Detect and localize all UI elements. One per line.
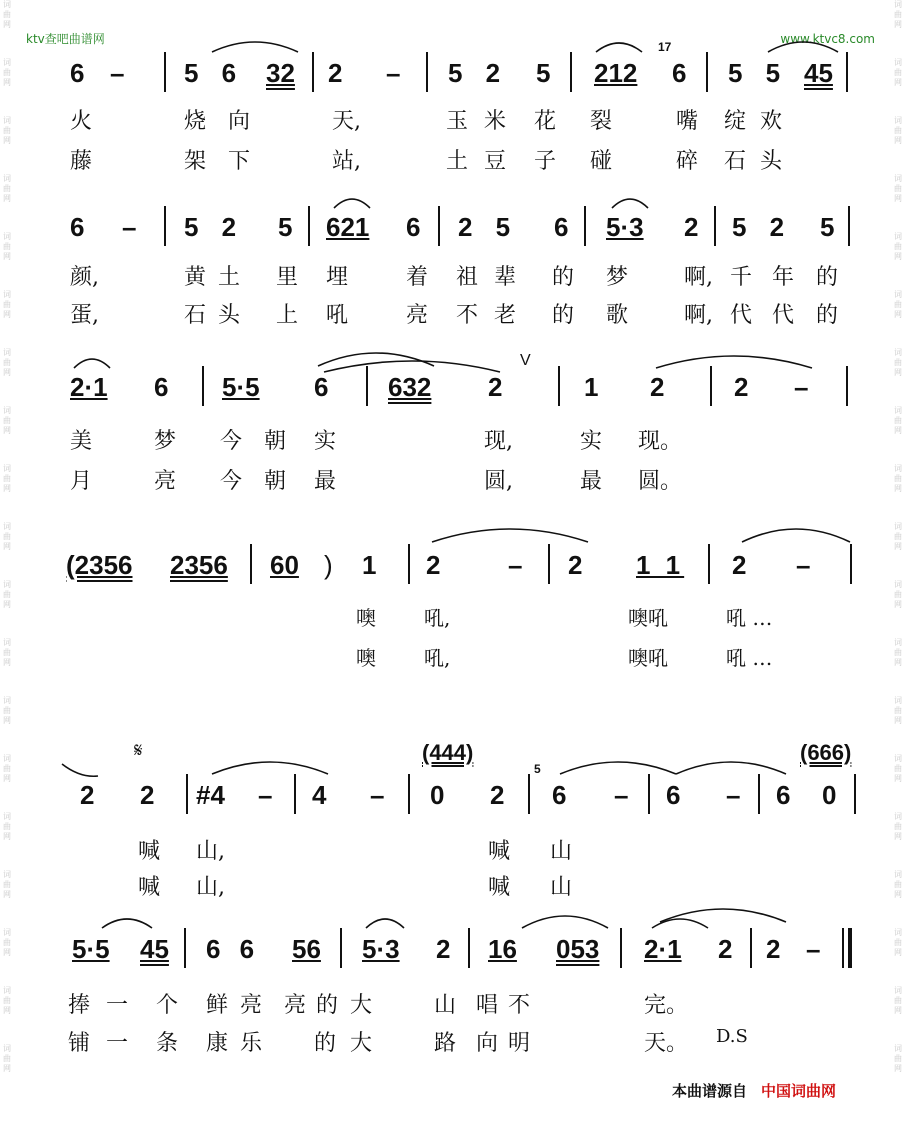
side-watermark-text: 词 曲 网 <box>3 580 11 609</box>
lyric: 现, <box>484 429 513 454</box>
note: #4 <box>196 780 225 810</box>
lyric: 山 <box>550 875 573 900</box>
lyric: 年 <box>772 265 795 290</box>
lyric: 吼, <box>424 606 451 630</box>
lyric: 山, <box>196 839 225 864</box>
side-watermark-text: 词 曲 网 <box>3 232 11 261</box>
side-watermark-text: 词 曲 网 <box>894 638 902 667</box>
side-watermark-text: 词 曲 网 <box>894 870 902 899</box>
lyric: 藤 <box>70 149 93 174</box>
lyric: 天, <box>332 109 361 134</box>
lyric: 山 <box>434 993 457 1018</box>
note: 2 <box>328 58 343 88</box>
barline <box>468 928 470 968</box>
lyric: 个 <box>156 993 179 1018</box>
lyric: 噢 <box>356 646 376 670</box>
barline <box>708 544 710 584</box>
barline <box>184 928 186 968</box>
lyric: 朝 <box>264 429 287 454</box>
lyric: 月 <box>70 469 93 494</box>
note: 6 6 <box>206 934 261 964</box>
slur <box>594 36 644 56</box>
lyrics-line-6-verse-1 <box>60 984 850 1020</box>
lyric: 捧 <box>68 993 91 1018</box>
side-watermark-text: 词 曲 网 <box>894 348 902 377</box>
lyrics-line-2-verse-2 <box>60 294 850 330</box>
barline <box>308 206 310 246</box>
side-watermark-text: 词 曲 网 <box>894 754 902 783</box>
note: 5·5 <box>72 934 110 964</box>
right-watermark-column <box>891 0 905 1129</box>
lyric: 唱 <box>476 993 499 1018</box>
note: 60 <box>270 550 299 580</box>
note: 2 <box>734 372 749 402</box>
lyric: 千 <box>730 265 753 290</box>
note: 1 <box>584 372 599 402</box>
final-barline <box>842 928 844 968</box>
lyrics-line-6-verse-2 <box>60 1022 850 1058</box>
side-watermark-text: 词 曲 网 <box>894 464 902 493</box>
lyric: 不 <box>508 993 531 1018</box>
barline <box>714 206 716 246</box>
lyrics-line-4-verse-1 <box>60 598 850 634</box>
note: 5·3 <box>362 934 400 964</box>
slur <box>658 902 788 926</box>
barline <box>438 206 440 246</box>
note: 1 <box>362 550 377 580</box>
lyric: 天。 <box>644 1031 689 1056</box>
site-name-link[interactable]: 中国词曲网 <box>761 1082 837 1100</box>
side-watermark-text: 词 曲 网 <box>894 58 902 87</box>
note: 0 <box>430 780 445 810</box>
note: 56 <box>292 934 321 964</box>
note: 6 <box>672 58 687 88</box>
source-label: 本曲谱源自 <box>672 1082 748 1100</box>
barline <box>164 52 166 92</box>
score-line-4 <box>60 528 860 590</box>
lyric: 康 <box>206 1031 229 1056</box>
note: 6 <box>406 212 421 242</box>
note: ) <box>324 550 333 580</box>
lyric: 架 <box>184 149 207 174</box>
note: 45 <box>804 58 833 88</box>
lyric: 喊 <box>138 875 161 900</box>
lyric: 豆 <box>484 149 507 174</box>
slur <box>364 912 406 932</box>
lyric: 亮 <box>154 469 177 494</box>
lyric: 着 <box>406 265 429 290</box>
note: – <box>726 780 741 810</box>
side-watermark-text: 词 曲 网 <box>894 232 902 261</box>
note: – <box>370 780 385 810</box>
slur <box>558 756 678 778</box>
note: (2356 <box>66 550 133 580</box>
slur <box>210 756 330 778</box>
slur <box>766 36 840 56</box>
segno-mark: 𝄋 <box>134 738 143 762</box>
note: 621 <box>326 212 370 242</box>
lyric: 烧 <box>184 109 207 134</box>
note: 2 <box>684 212 699 242</box>
note: 1 1 <box>636 550 685 580</box>
note: – <box>258 780 273 810</box>
lyric: 梦 <box>154 429 177 454</box>
barline <box>250 544 252 584</box>
lyric: 明 <box>508 1031 531 1056</box>
side-watermark-text: 词 曲 网 <box>3 870 11 899</box>
lyric: 头 <box>760 149 783 174</box>
note: 2·1 <box>644 934 682 964</box>
lyric: 梦 <box>606 265 629 290</box>
lyric: 吼 … <box>726 646 773 670</box>
lyric: 噢吼 <box>628 646 668 670</box>
side-watermark-text: 词 曲 网 <box>894 580 902 609</box>
note: 6 <box>314 372 329 402</box>
lyric: 向 <box>228 109 251 134</box>
lyric: 噢吼 <box>628 606 668 630</box>
lyric: 里 <box>276 265 299 290</box>
note: 2·1 <box>70 372 108 402</box>
note: 2 <box>766 934 781 964</box>
lyric: 亮 <box>406 303 429 328</box>
ds-mark: D.S <box>716 1026 748 1047</box>
note: 212 <box>594 58 638 88</box>
side-watermark-text: 词 曲 网 <box>3 986 11 1015</box>
side-watermark-text: 词 曲 网 <box>894 812 902 841</box>
note: 5 2 <box>448 58 509 88</box>
note: 5·3 <box>606 212 644 242</box>
barline <box>294 774 296 814</box>
note: – <box>508 550 523 580</box>
lyric: 裂 <box>590 109 613 134</box>
slur <box>60 760 100 780</box>
lyric: 黄 <box>184 265 207 290</box>
note: – <box>110 58 125 88</box>
lyric: 的 <box>816 303 839 328</box>
lyrics-line-3-verse-2 <box>60 460 850 496</box>
barline <box>408 544 410 584</box>
side-watermark-text: 词 曲 网 <box>3 464 11 493</box>
lyric: 子 <box>534 149 557 174</box>
lyric: 头 <box>218 303 241 328</box>
note: 5 5 <box>728 58 789 88</box>
side-watermark-text: 词 曲 网 <box>894 522 902 551</box>
slur <box>430 522 590 546</box>
note: 2356 <box>170 550 228 580</box>
lyric: 蛋, <box>70 303 99 328</box>
lyric: 喊 <box>488 875 511 900</box>
lyric: 的 <box>552 303 575 328</box>
lyric: 绽 <box>724 109 747 134</box>
lyrics-line-5-verse-2 <box>60 866 850 902</box>
barline <box>426 52 428 92</box>
lyric: 玉 <box>446 109 469 134</box>
barline <box>846 366 848 406</box>
lyric: 石 <box>184 303 207 328</box>
watermark-top-right: www.ktvc8.com <box>780 32 875 46</box>
note: 2 <box>490 780 505 810</box>
barline <box>750 928 752 968</box>
side-watermark-text: 词 曲 网 <box>3 696 11 725</box>
side-watermark-text: 词 曲 网 <box>894 928 902 957</box>
side-watermark-text: 词 曲 网 <box>894 696 902 725</box>
side-watermark-text: 词 曲 网 <box>3 58 11 87</box>
lyric: 米 <box>484 109 507 134</box>
grace-note: 5 <box>534 762 541 776</box>
slur <box>740 522 852 546</box>
note: 16 <box>488 934 517 964</box>
lyric: 吼, <box>424 646 451 670</box>
note: 5 <box>536 58 551 88</box>
note: 2 <box>568 550 583 580</box>
note: 5 <box>820 212 835 242</box>
lyrics-line-1-verse-1 <box>60 100 850 136</box>
barline <box>584 206 586 246</box>
side-watermark-text: 词 曲 网 <box>3 116 11 145</box>
note: 6 <box>554 212 569 242</box>
slur <box>100 912 154 932</box>
side-watermark-text: 词 曲 网 <box>894 174 902 203</box>
score-line-1 <box>60 36 860 98</box>
barline <box>408 774 410 814</box>
barline <box>706 52 708 92</box>
lyric: 最 <box>314 469 337 494</box>
lyric: 完。 <box>644 993 689 1018</box>
lyric: 大 <box>350 1031 373 1056</box>
barline <box>758 774 760 814</box>
lyric: 歌 <box>606 303 629 328</box>
lyric: 土 <box>218 265 241 290</box>
note: 2 <box>650 372 665 402</box>
lyric: 山 <box>550 839 573 864</box>
note: 632 <box>388 372 432 402</box>
side-watermark-text: 词 曲 网 <box>3 928 11 957</box>
slur <box>654 350 814 372</box>
barline <box>570 52 572 92</box>
barline <box>340 928 342 968</box>
lyric: 吼 <box>326 303 349 328</box>
slur <box>72 352 112 372</box>
grace-note: 17 <box>658 40 672 54</box>
note: – <box>806 934 821 964</box>
note: – <box>122 212 137 242</box>
lyric: 站, <box>332 149 361 174</box>
lyric: 实 <box>580 429 603 454</box>
lyric: 今 <box>220 469 243 494</box>
barline <box>710 366 712 406</box>
lyric: 鲜 <box>206 993 229 1018</box>
lyric: 美 <box>70 429 93 454</box>
lyric: 向 <box>476 1031 499 1056</box>
lyric: 今 <box>220 429 243 454</box>
note: – <box>614 780 629 810</box>
barline <box>854 774 856 814</box>
side-watermark-text: 词 曲 网 <box>3 406 11 435</box>
note: 2 <box>436 934 451 964</box>
lyric: 辈 <box>494 265 517 290</box>
lyric: 下 <box>228 149 251 174</box>
lyric: 的 <box>816 265 839 290</box>
lyric: 大 <box>350 993 373 1018</box>
barline <box>186 774 188 814</box>
lyric: 朝 <box>264 469 287 494</box>
note: 5 2 <box>184 212 245 242</box>
note: – <box>794 372 809 402</box>
lyric: 一 <box>106 993 129 1018</box>
lyric: 土 <box>446 149 469 174</box>
note: 2 <box>718 934 733 964</box>
lyrics-line-2-verse-1 <box>60 256 850 292</box>
side-watermark-text: 词 曲 网 <box>3 638 11 667</box>
left-watermark-column <box>0 0 14 1129</box>
barline <box>620 928 622 968</box>
note: 053 <box>556 934 600 964</box>
slur <box>332 192 372 212</box>
side-watermark-text: 词 曲 网 <box>3 522 11 551</box>
lyric: 山, <box>196 875 225 900</box>
note: 5 2 <box>732 212 793 242</box>
lyric: 祖 <box>456 265 479 290</box>
side-watermark-text: 词 曲 网 <box>894 406 902 435</box>
side-watermark-text: 词 曲 网 <box>894 116 902 145</box>
note: 6 <box>154 372 169 402</box>
lyric: 现。 <box>638 429 683 454</box>
bracket-notes: (444) <box>422 740 474 765</box>
note: 4 <box>312 780 327 810</box>
barline <box>164 206 166 246</box>
side-watermark-text: 词 曲 网 <box>3 754 11 783</box>
lyric: 吼 … <box>726 606 773 630</box>
lyric: 一 <box>106 1031 129 1056</box>
side-watermark-text: 词 曲 网 <box>3 1044 11 1073</box>
lyric: 石 <box>724 149 747 174</box>
lyric: 颜, <box>70 265 99 290</box>
note: 6 <box>552 780 567 810</box>
note: 2 <box>488 372 503 402</box>
score-line-2 <box>60 190 860 252</box>
lyric: 喊 <box>488 839 511 864</box>
note: 2 5 <box>458 212 519 242</box>
note: 32 <box>266 58 295 88</box>
lyric: 圆, <box>484 469 513 494</box>
note: 0 <box>822 780 837 810</box>
lyric: 亮 <box>240 993 263 1018</box>
lyric: 噢 <box>356 606 376 630</box>
note: 6 <box>70 212 85 242</box>
lyric: 代 <box>730 303 753 328</box>
barline <box>648 774 650 814</box>
lyric: 上 <box>276 303 299 328</box>
lyric: 喊 <box>138 839 161 864</box>
barline <box>846 52 848 92</box>
side-watermark-text: 词 曲 网 <box>894 986 902 1015</box>
lyrics-line-4-verse-2 <box>60 638 850 674</box>
barline <box>528 774 530 814</box>
score-line-5 <box>60 738 860 820</box>
slur <box>520 910 610 932</box>
note: 2 <box>80 780 95 810</box>
side-watermark-text: 词 曲 网 <box>894 290 902 319</box>
score-line-6 <box>60 912 860 974</box>
side-watermark-text: 词 曲 网 <box>894 1044 902 1073</box>
lyric: 碰 <box>590 149 613 174</box>
footer-source <box>672 1080 836 1101</box>
lyric: 乐 <box>240 1031 263 1056</box>
lyric: 啊, <box>684 265 713 290</box>
lyric: 老 <box>494 303 517 328</box>
note: 5 <box>278 212 293 242</box>
lyric: 欢 <box>760 109 783 134</box>
lyric: 的 <box>314 1031 337 1056</box>
barline <box>558 366 560 406</box>
lyric: 花 <box>534 109 557 134</box>
barline <box>548 544 550 584</box>
side-watermark-text: 词 曲 网 <box>3 812 11 841</box>
barline <box>850 544 852 584</box>
score-line-3 <box>60 350 860 412</box>
lyric: 圆。 <box>638 469 683 494</box>
watermark-top-left: ktv查吧曲谱网 <box>26 32 105 46</box>
slur <box>610 192 650 212</box>
lyric: 条 <box>156 1031 179 1056</box>
lyric: 路 <box>434 1031 457 1056</box>
lyrics-line-1-verse-2 <box>60 140 850 176</box>
barline <box>848 206 850 246</box>
lyric: 代 <box>772 303 795 328</box>
note: – <box>796 550 811 580</box>
note: 6 <box>666 780 681 810</box>
barline <box>312 52 314 92</box>
note: 5 6 <box>184 58 245 88</box>
barline <box>202 366 204 406</box>
lyric: 嘴 <box>676 109 699 134</box>
note: 2 <box>426 550 441 580</box>
breath-mark: V <box>520 352 531 369</box>
lyric: 亮 <box>284 993 307 1018</box>
lyric: 最 <box>580 469 603 494</box>
lyric: 啊, <box>684 303 713 328</box>
lyric: 不 <box>456 303 479 328</box>
slur <box>674 756 788 778</box>
lyric: 实 <box>314 429 337 454</box>
note: 2 <box>732 550 747 580</box>
slur <box>322 354 502 376</box>
slur <box>210 36 300 56</box>
lyric: 火 <box>70 109 93 134</box>
side-watermark-text: 词 曲 网 <box>3 174 11 203</box>
lyric: 的 <box>552 265 575 290</box>
final-barline <box>848 928 852 968</box>
note: 45 <box>140 934 169 964</box>
note: 2 <box>140 780 155 810</box>
bracket-notes: (666) <box>800 740 852 765</box>
side-watermark-text: 词 曲 网 <box>3 0 11 29</box>
note: 6 <box>776 780 791 810</box>
lyric: 埋 <box>326 265 349 290</box>
lyric: 铺 <box>68 1031 91 1056</box>
lyrics-line-5-verse-1 <box>60 830 850 866</box>
note: – <box>386 58 401 88</box>
lyric: 碎 <box>676 149 699 174</box>
lyric: 的 <box>316 993 339 1018</box>
side-watermark-text: 词 曲 网 <box>3 348 11 377</box>
note: 6 <box>70 58 85 88</box>
side-watermark-text: 词 曲 网 <box>894 0 902 29</box>
note: 5·5 <box>222 372 260 402</box>
side-watermark-text: 词 曲 网 <box>3 290 11 319</box>
lyrics-line-3-verse-1 <box>60 420 850 456</box>
